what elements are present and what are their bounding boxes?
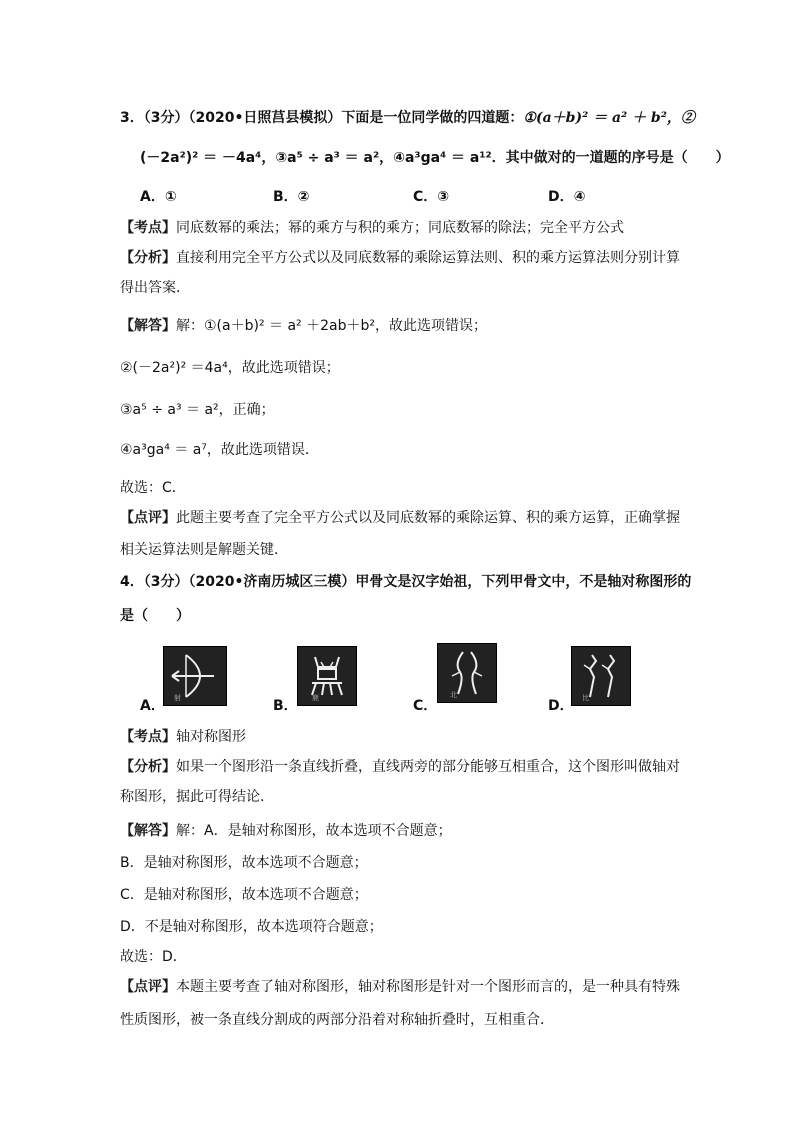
- q3-score: （3分）: [143, 110, 189, 126]
- q4-fenxi-tag: 【分析】: [120, 759, 176, 775]
- oracle-bone-image-a: [163, 646, 227, 706]
- q4-answer: 故选：D．: [120, 949, 187, 965]
- q3-jieda-tag: 【解答】: [120, 318, 176, 334]
- q3-option-c: C．③: [413, 189, 450, 205]
- q3-fenxi-line2: 得出答案．: [120, 280, 190, 296]
- q4-dianping-text1: 本题主要考查了轴对称图形，轴对称图形是针对一个图形而言的，是一种具有特殊: [176, 979, 680, 995]
- q3-dianping-text1: 此题主要考查了完全平方公式以及同底数幂的乘除运算、积的乘方运算，正确掌握: [176, 510, 680, 526]
- q4-jieda-tag: 【解答】: [120, 823, 176, 839]
- q3-kaodian-tag: 【考点】: [120, 220, 176, 236]
- q3-jieda-line1: [120, 316, 487, 336]
- q3-jieda-line2: ②(－2a²)² ＝4a⁴，故此选项错误；: [120, 360, 340, 376]
- q4-kaodian: [120, 727, 246, 747]
- q3-dianping-line1: [120, 508, 680, 528]
- q4-kaodian-text: 轴对称图形: [176, 729, 246, 745]
- q4-kaodian-tag: 【考点】: [120, 729, 176, 745]
- q3-source: （2020•日照莒县模拟）: [188, 110, 342, 126]
- q3-item1: ①(a＋b)² ＝ a² ＋ b²，②: [523, 110, 695, 126]
- q4-fenxi-line2: 称图形，据此可得结论．: [120, 789, 274, 805]
- q3-fenxi-text1: 直接利用完全平方公式以及同底数幂的乘除运算法则、积的乘方运算法则分别计算: [176, 250, 680, 266]
- q3-stem-line2: [140, 148, 730, 168]
- q4-dianping-tag: 【点评】: [120, 979, 176, 995]
- q4-jieda-line3: C．是轴对称图形，故本选项不合题意；: [120, 887, 368, 903]
- q4-jieda-text1: 解：A．是轴对称图形，故本选项不合题意；: [176, 823, 452, 839]
- oracle-bone-label-b: 鹿: [312, 694, 319, 702]
- q4-jieda-line1: [120, 821, 452, 841]
- oracle-bone-label-a: 射: [174, 694, 181, 702]
- q3-item2: (－2a²)² ＝ －4a⁴，③a⁵ ÷ a³ ＝ a²，④a³ga⁴ ＝ a¹²．其中做对的一道题的序号是（ ）: [140, 150, 730, 166]
- q4-dianping-line2: 性质图形，被一条直线分割成的两部分沿着对称轴折叠时，互相重合．: [120, 1012, 554, 1028]
- q4-dianping-line1: [120, 977, 680, 997]
- q3-jieda-text1: 解：①(a＋b)² ＝ a² ＋2ab＋b²，故此选项错误；: [176, 318, 487, 334]
- q3-jieda-line4: ④a³ga⁴ ＝ a⁷，故此选项错误．: [120, 442, 319, 458]
- q3-kaodian: [120, 218, 624, 238]
- q4-number: 4．: [120, 574, 144, 590]
- q4-source: （2020•济南历城区三模）: [188, 574, 356, 590]
- q3-option-d: D．④: [548, 189, 586, 205]
- q4-option-b: B．: [273, 698, 298, 714]
- q4-fenxi-line1: [120, 757, 680, 777]
- oracle-bone-image-d: [571, 646, 631, 706]
- north-glyph: [438, 644, 496, 702]
- q4-fenxi-text1: 如果一个图形沿一条直线折叠，直线两旁的部分能够互相重合，这个图形叫做轴对: [176, 759, 680, 775]
- q3-number: 3．: [120, 110, 144, 126]
- q3-option-b: B．②: [273, 189, 310, 205]
- q3-kaodian-text: 同底数幂的乘法；幂的乘方与积的乘方；同底数幂的除法；完全平方公式: [176, 220, 624, 236]
- compare-glyph: [572, 647, 630, 705]
- q4-option-a: A．: [140, 698, 165, 714]
- q3-fenxi-line1: [120, 248, 680, 268]
- q3-answer: 故选：C．: [120, 480, 186, 496]
- q3-jieda-line3: ③a⁵ ÷ a³ ＝ a²，正确；: [120, 402, 275, 418]
- q4-score: （3分）: [143, 574, 189, 590]
- deer-glyph: [298, 647, 356, 705]
- oracle-bone-image-b: [297, 646, 357, 706]
- q3-dianping-tag: 【点评】: [120, 510, 176, 526]
- oracle-bone-label-d: 比: [582, 694, 589, 702]
- q3-option-a: A．①: [140, 189, 177, 205]
- oracle-bone-image-c: [437, 643, 497, 703]
- q3-stem-line1: [120, 108, 695, 128]
- q4-option-c: C．: [413, 698, 438, 714]
- oracle-bone-label-c: 北: [450, 691, 457, 699]
- q4-stem-line1: [120, 572, 691, 592]
- q3-fenxi-tag: 【分析】: [120, 250, 176, 266]
- q4-jieda-line4: D．不是轴对称图形，故本选项符合题意；: [120, 919, 383, 935]
- q4-jieda-line2: B．是轴对称图形，故本选项不合题意；: [120, 855, 368, 871]
- q3-stem: 下面是一位同学做的四道题：: [341, 110, 524, 126]
- q4-stem-line2: 是（ ）: [120, 608, 190, 624]
- q4-stem: 甲骨文是汉字始祖，下列甲骨文中，不是轴对称图形的: [355, 574, 692, 590]
- q4-option-d: D．: [548, 698, 574, 714]
- q3-dianping-line2: 相关运算法则是解题关键．: [120, 542, 288, 558]
